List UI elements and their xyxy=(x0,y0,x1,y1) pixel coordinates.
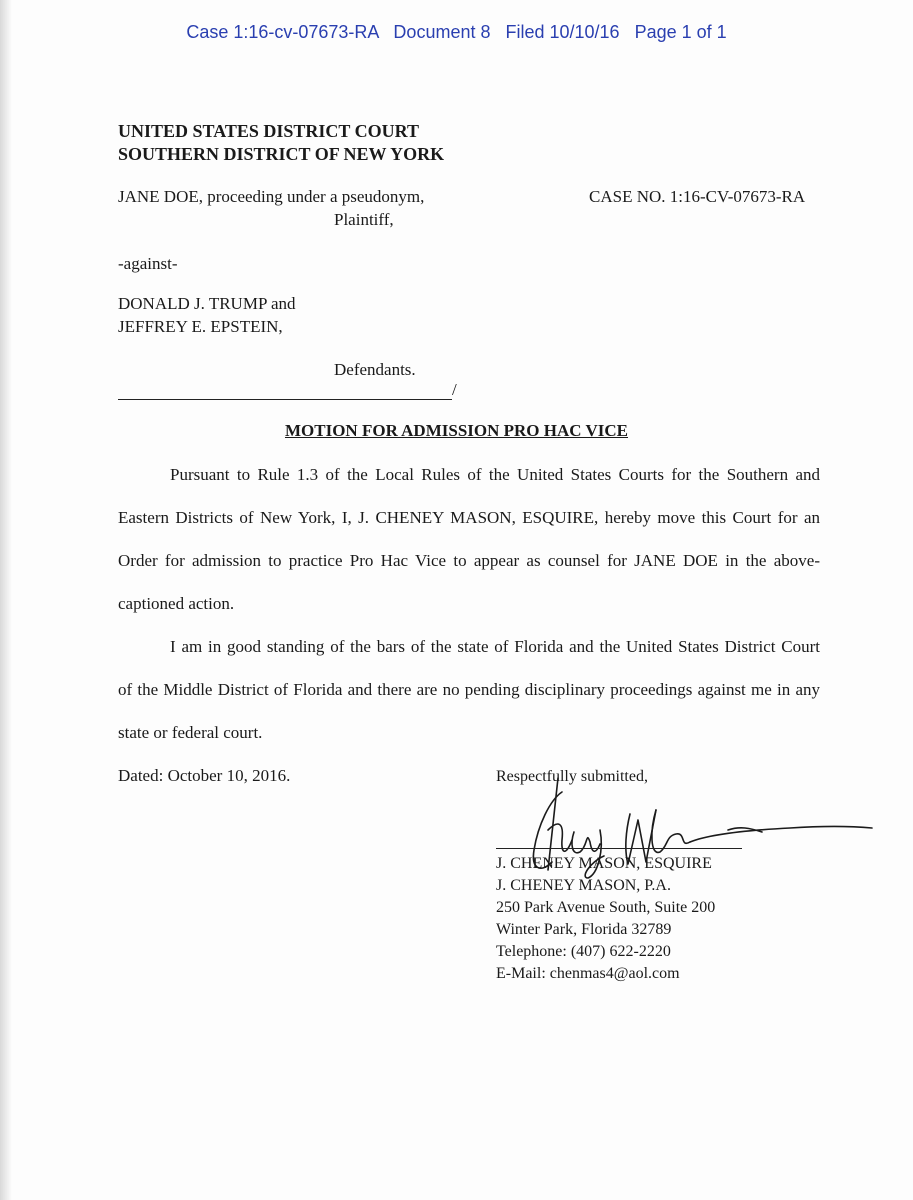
dated-line: Dated: October 10, 2016. xyxy=(118,766,291,785)
court-name-line2: SOUTHERN DISTRICT OF NEW YORK xyxy=(118,144,445,164)
caption-rule-line xyxy=(118,399,452,400)
paragraph2-line2: of the Middle District of Florida and there are no pending disciplinary proceedings against me in any xyxy=(118,680,820,699)
signature-line xyxy=(496,848,742,849)
signer-firm: J. CHENEY MASON, P.A. xyxy=(496,877,671,894)
against-label: -against- xyxy=(118,254,178,273)
plaintiff-label: Plaintiff, xyxy=(334,210,394,229)
motion-title: MOTION FOR ADMISSION PRO HAC VICE xyxy=(284,421,629,440)
caption-slash: / xyxy=(452,380,457,399)
signer-address-line1: 250 Park Avenue South, Suite 200 xyxy=(496,899,716,916)
paragraph1-line4: captioned action. xyxy=(118,594,235,613)
paragraph1-line1: Pursuant to Rule 1.3 of the Local Rules of the United States Courts for the Southern and xyxy=(170,465,820,484)
signature-closing: Respectfully submitted, xyxy=(496,768,648,785)
defendants-label: Defendants. xyxy=(334,360,416,379)
case-number: CASE NO. 1:16-CV-07673-RA xyxy=(589,187,806,206)
paragraph2-line1: I am in good standing of the bars of the state of Florida and the United States District Court xyxy=(170,637,820,656)
ecf-filing-header: Case 1:16-cv-07673-RA Document 8 Filed 10/10/16 Page 1 of 1 xyxy=(186,22,727,42)
defendant-name-1: DONALD J. TRUMP and xyxy=(118,294,296,313)
plaintiff-name: JANE DOE, proceeding under a pseudonym, xyxy=(118,187,425,206)
signer-email: E-Mail: chenmas4@aol.com xyxy=(496,965,680,982)
signer-telephone: Telephone: (407) 622-2220 xyxy=(496,943,671,960)
scan-edge-shadow xyxy=(0,0,12,1200)
signer-name: J. CHENEY MASON, ESQUIRE xyxy=(496,855,712,872)
defendant-name-2: JEFFREY E. EPSTEIN, xyxy=(118,317,283,336)
signer-address-line2: Winter Park, Florida 32789 xyxy=(496,921,672,938)
paragraph1-line2: Eastern Districts of New York, I, J. CHENEY MASON, ESQUIRE, hereby move this Court for an xyxy=(118,508,820,527)
paragraph2-line3: state or federal court. xyxy=(118,723,263,742)
court-name-line1: UNITED STATES DISTRICT COURT xyxy=(118,121,419,141)
paragraph1-line3: Order for admission to practice Pro Hac Vice to appear as counsel for JANE DOE in the above- xyxy=(118,551,820,570)
